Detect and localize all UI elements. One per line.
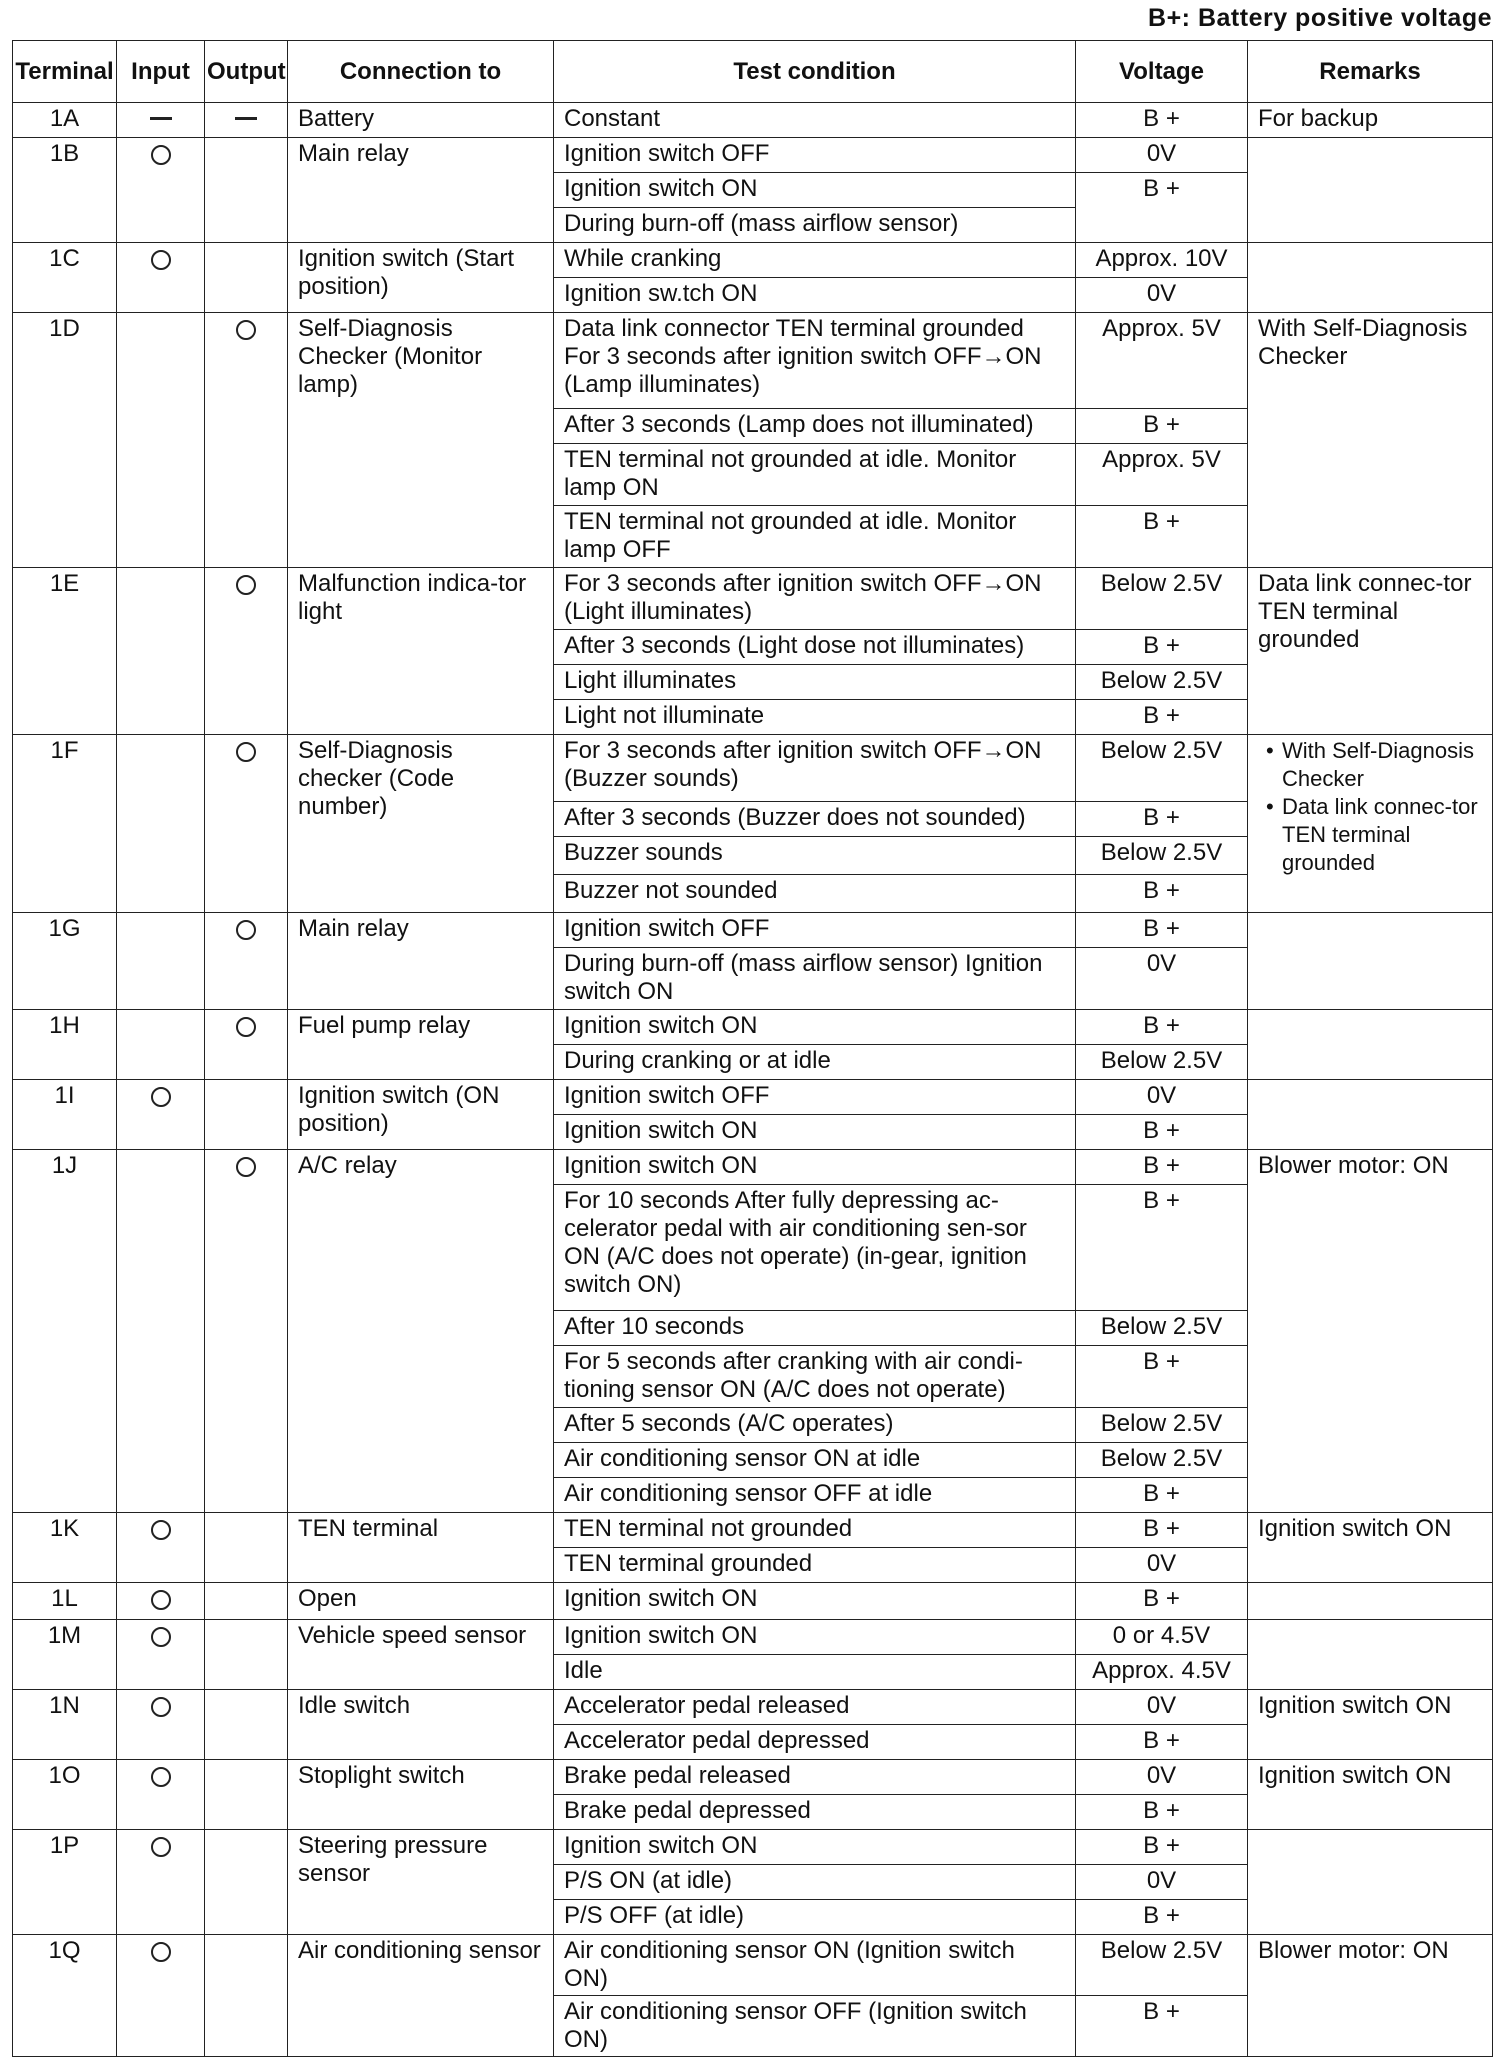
test-condition-cell: Accelerator pedal released bbox=[554, 1690, 1076, 1725]
voltage-cell: B + bbox=[1076, 103, 1248, 138]
test-condition-cell: Constant bbox=[554, 103, 1076, 138]
remarks-cell: Blower motor: ON bbox=[1248, 1150, 1493, 1513]
test-condition-cell: Ignition switch OFF bbox=[554, 913, 1076, 948]
test-condition-cell: For 3 seconds after ignition switch OFF→ON (Light illuminates) bbox=[554, 568, 1076, 630]
output-cell bbox=[205, 1690, 288, 1760]
voltage-cell: B + bbox=[1076, 173, 1248, 243]
voltage-cell: Below 2.5V bbox=[1076, 568, 1248, 630]
test-condition-cell: Buzzer sounds bbox=[554, 837, 1076, 875]
table-row bbox=[13, 1583, 1493, 1620]
output-cell bbox=[205, 313, 288, 568]
connection-cell: Vehicle speed sensor bbox=[288, 1620, 554, 1690]
header-input: Input bbox=[117, 41, 205, 103]
table-row bbox=[13, 568, 1493, 630]
test-condition-cell: P/S ON (at idle) bbox=[554, 1865, 1076, 1900]
remarks-cell: Data link connec-tor TEN terminal grounded bbox=[1248, 568, 1493, 735]
table-row bbox=[13, 243, 1493, 278]
test-condition-cell: Buzzer not sounded bbox=[554, 875, 1076, 913]
table-body bbox=[13, 103, 1493, 2057]
voltage-cell: Below 2.5V bbox=[1076, 1935, 1248, 1996]
output-cell bbox=[205, 1583, 288, 1620]
voltage-cell: Approx. 5V bbox=[1076, 313, 1248, 409]
output-circle-icon bbox=[236, 1017, 256, 1037]
remarks-cell bbox=[1248, 1080, 1493, 1150]
test-condition-cell: Ignition switch ON bbox=[554, 1830, 1076, 1865]
test-condition-cell: Light illuminates bbox=[554, 665, 1076, 700]
connection-cell: Ignition switch (ON position) bbox=[288, 1080, 554, 1150]
input-circle-icon bbox=[151, 1942, 171, 1962]
input-circle-icon bbox=[151, 1590, 171, 1610]
input-cell bbox=[117, 1830, 205, 1935]
terminal-cell: 1E bbox=[13, 568, 117, 735]
connection-cell: Fuel pump relay bbox=[288, 1010, 554, 1080]
test-condition-cell: TEN terminal not grounded bbox=[554, 1513, 1076, 1548]
input-circle-icon bbox=[151, 1627, 171, 1647]
output-cell bbox=[205, 1935, 288, 2057]
test-condition-cell: Data link connector TEN terminal grounded For 3 seconds after ignition switch OFF→ON (Lamp illuminates) bbox=[554, 313, 1076, 409]
voltage-cell: B + bbox=[1076, 630, 1248, 665]
input-cell bbox=[117, 1513, 205, 1583]
voltage-legend: B+: Battery positive voltage bbox=[1148, 4, 1492, 32]
voltage-cell: B + bbox=[1076, 1115, 1248, 1150]
table-row bbox=[13, 1935, 1493, 1996]
connection-cell: TEN terminal bbox=[288, 1513, 554, 1583]
terminal-cell: 1A bbox=[13, 103, 117, 138]
test-condition-cell: After 3 seconds (Buzzer does not sounded) bbox=[554, 802, 1076, 837]
terminal-cell: 1L bbox=[13, 1583, 117, 1620]
test-condition-cell: Air conditioning sensor OFF at idle bbox=[554, 1478, 1076, 1513]
output-cell bbox=[205, 1080, 288, 1150]
output-circle-icon bbox=[236, 920, 256, 940]
header-output: Output bbox=[205, 41, 288, 103]
input-circle-icon bbox=[151, 1837, 171, 1857]
input-circle-icon bbox=[151, 1087, 171, 1107]
table-row bbox=[13, 103, 1493, 138]
connection-cell: Main relay bbox=[288, 913, 554, 1010]
output-circle-icon bbox=[236, 742, 256, 762]
remarks-cell bbox=[1248, 1830, 1493, 1935]
input-cell bbox=[117, 243, 205, 313]
input-circle-icon bbox=[151, 1697, 171, 1717]
remarks-list-item: • With Self-Diagnosis Checker bbox=[1264, 737, 1482, 793]
voltage-cell: B + bbox=[1076, 1513, 1248, 1548]
voltage-cell: B + bbox=[1076, 1996, 1248, 2057]
terminal-cell: 1I bbox=[13, 1080, 117, 1150]
table-row bbox=[13, 138, 1493, 173]
test-condition-cell: Ignition switch ON bbox=[554, 1583, 1076, 1620]
terminal-cell: 1D bbox=[13, 313, 117, 568]
terminal-cell: 1O bbox=[13, 1760, 117, 1830]
output-dash-icon bbox=[235, 117, 257, 120]
terminal-cell: 1Q bbox=[13, 1935, 117, 2057]
voltage-cell: 0V bbox=[1076, 948, 1248, 1010]
remarks-cell: Ignition switch ON bbox=[1248, 1513, 1493, 1583]
remarks-cell: Ignition switch ON bbox=[1248, 1690, 1493, 1760]
test-condition-cell: Ignition switch ON bbox=[554, 1010, 1076, 1045]
terminal-cell: 1H bbox=[13, 1010, 117, 1080]
voltage-cell: 0V bbox=[1076, 1865, 1248, 1900]
table-row bbox=[13, 1690, 1493, 1725]
input-circle-icon bbox=[151, 145, 171, 165]
voltage-cell: 0V bbox=[1076, 278, 1248, 313]
remarks-cell bbox=[1248, 1620, 1493, 1690]
test-condition-cell: Air conditioning sensor ON (Ignition switch ON) bbox=[554, 1935, 1076, 1996]
terminal-cell: 1C bbox=[13, 243, 117, 313]
connection-cell: Stoplight switch bbox=[288, 1760, 554, 1830]
remarks-cell: Blower motor: ON bbox=[1248, 1935, 1493, 2057]
terminal-cell: 1G bbox=[13, 913, 117, 1010]
test-condition-cell: P/S OFF (at idle) bbox=[554, 1900, 1076, 1935]
table-row bbox=[13, 735, 1493, 802]
output-cell bbox=[205, 243, 288, 313]
remarks-list bbox=[1258, 737, 1482, 877]
voltage-cell: 0V bbox=[1076, 1548, 1248, 1583]
output-cell bbox=[205, 568, 288, 735]
test-condition-cell: TEN terminal grounded bbox=[554, 1548, 1076, 1583]
voltage-cell: Below 2.5V bbox=[1076, 1408, 1248, 1443]
remarks-cell: With Self-Diagnosis Checker bbox=[1248, 313, 1493, 568]
connection-cell: Malfunction indica-tor light bbox=[288, 568, 554, 735]
input-cell bbox=[117, 1935, 205, 2057]
remarks-cell: For backup bbox=[1248, 103, 1493, 138]
output-cell bbox=[205, 1760, 288, 1830]
test-condition-cell: Ignition switch OFF bbox=[554, 1080, 1076, 1115]
table-row bbox=[13, 1620, 1493, 1655]
input-cell bbox=[117, 138, 205, 243]
header-remarks: Remarks bbox=[1248, 41, 1493, 103]
test-condition-cell: Ignition switch ON bbox=[554, 1115, 1076, 1150]
voltage-cell: Approx. 10V bbox=[1076, 243, 1248, 278]
output-cell bbox=[205, 1150, 288, 1513]
test-condition-cell: Ignition sw.tch ON bbox=[554, 278, 1076, 313]
test-condition-cell: Brake pedal depressed bbox=[554, 1795, 1076, 1830]
terminal-cell: 1F bbox=[13, 735, 117, 913]
test-condition-cell: Ignition switch ON bbox=[554, 1150, 1076, 1185]
test-condition-cell: During cranking or at idle bbox=[554, 1045, 1076, 1080]
input-circle-icon bbox=[151, 1767, 171, 1787]
connection-cell: Steering pressure sensor bbox=[288, 1830, 554, 1935]
voltage-cell: B + bbox=[1076, 700, 1248, 735]
test-condition-cell: During burn-off (mass airflow sensor) Ignition switch ON bbox=[554, 948, 1076, 1010]
remarks-cell bbox=[1248, 735, 1493, 913]
output-cell bbox=[205, 913, 288, 1010]
input-circle-icon bbox=[151, 1520, 171, 1540]
connection-cell: Idle switch bbox=[288, 1690, 554, 1760]
output-cell bbox=[205, 735, 288, 913]
test-condition-cell: During burn-off (mass airflow sensor) bbox=[554, 208, 1076, 243]
remarks-cell bbox=[1248, 1583, 1493, 1620]
table-row bbox=[13, 1760, 1493, 1795]
header-connection: Connection to bbox=[288, 41, 554, 103]
input-cell bbox=[117, 1583, 205, 1620]
test-condition-cell: After 3 seconds (Light dose not illuminates) bbox=[554, 630, 1076, 665]
header-terminal: Terminal bbox=[13, 41, 117, 103]
connection-cell: Ignition switch (Start position) bbox=[288, 243, 554, 313]
voltage-cell: Below 2.5V bbox=[1076, 837, 1248, 875]
test-condition-cell: Air conditioning sensor ON at idle bbox=[554, 1443, 1076, 1478]
output-cell bbox=[205, 138, 288, 243]
voltage-cell: B + bbox=[1076, 1725, 1248, 1760]
voltage-cell: B + bbox=[1076, 506, 1248, 568]
output-cell bbox=[205, 1830, 288, 1935]
voltage-cell: B + bbox=[1076, 802, 1248, 837]
table-row bbox=[13, 1830, 1493, 1865]
table-row bbox=[13, 1080, 1493, 1115]
terminal-cell: 1M bbox=[13, 1620, 117, 1690]
voltage-cell: Below 2.5V bbox=[1076, 1311, 1248, 1346]
header-row bbox=[13, 41, 1493, 103]
connection-cell: Self-Diagnosis checker (Code number) bbox=[288, 735, 554, 913]
test-condition-cell: Ignition switch OFF bbox=[554, 138, 1076, 173]
test-condition-cell: Brake pedal released bbox=[554, 1760, 1076, 1795]
voltage-cell: B + bbox=[1076, 1478, 1248, 1513]
output-circle-icon bbox=[236, 1157, 256, 1177]
voltage-cell: B + bbox=[1076, 1010, 1248, 1045]
voltage-cell: 0V bbox=[1076, 1760, 1248, 1795]
remarks-cell bbox=[1248, 1010, 1493, 1080]
test-condition-cell: After 10 seconds bbox=[554, 1311, 1076, 1346]
connection-cell: A/C relay bbox=[288, 1150, 554, 1513]
terminal-cell: 1N bbox=[13, 1690, 117, 1760]
voltage-cell: Approx. 4.5V bbox=[1076, 1655, 1248, 1690]
output-cell bbox=[205, 103, 288, 138]
test-condition-cell: Ignition switch ON bbox=[554, 1620, 1076, 1655]
connection-cell: Open bbox=[288, 1583, 554, 1620]
input-cell bbox=[117, 1150, 205, 1513]
output-cell bbox=[205, 1513, 288, 1583]
remarks-list-item: • Data link connec-tor TEN terminal grounded bbox=[1264, 793, 1482, 877]
remarks-cell bbox=[1248, 138, 1493, 243]
test-condition-cell: Idle bbox=[554, 1655, 1076, 1690]
terminal-voltage-table bbox=[12, 40, 1493, 2057]
input-cell bbox=[117, 1760, 205, 1830]
voltage-cell: B + bbox=[1076, 913, 1248, 948]
output-circle-icon bbox=[236, 575, 256, 595]
input-cell bbox=[117, 103, 205, 138]
output-cell bbox=[205, 1010, 288, 1080]
voltage-cell: B + bbox=[1076, 1830, 1248, 1865]
test-condition-cell: For 3 seconds after ignition switch OFF→ON (Buzzer sounds) bbox=[554, 735, 1076, 802]
connection-cell: Battery bbox=[288, 103, 554, 138]
input-cell bbox=[117, 735, 205, 913]
input-cell bbox=[117, 1690, 205, 1760]
test-condition-cell: After 5 seconds (A/C operates) bbox=[554, 1408, 1076, 1443]
voltage-cell: 0V bbox=[1076, 1080, 1248, 1115]
test-condition-cell: TEN terminal not grounded at idle. Monitor lamp OFF bbox=[554, 506, 1076, 568]
terminal-cell: 1P bbox=[13, 1830, 117, 1935]
voltage-cell: B + bbox=[1076, 1583, 1248, 1620]
voltage-cell: 0V bbox=[1076, 1690, 1248, 1725]
test-condition-cell: For 5 seconds after cranking with air condi-tioning sensor ON (A/C does not operate) bbox=[554, 1346, 1076, 1408]
table-row bbox=[13, 1513, 1493, 1548]
remarks-cell: Ignition switch ON bbox=[1248, 1760, 1493, 1830]
table-row bbox=[13, 1010, 1493, 1045]
voltage-cell: Below 2.5V bbox=[1076, 1443, 1248, 1478]
output-cell bbox=[205, 1620, 288, 1690]
input-dash-icon bbox=[150, 117, 172, 120]
table-row bbox=[13, 1150, 1493, 1185]
input-cell bbox=[117, 1080, 205, 1150]
header-voltage: Voltage bbox=[1076, 41, 1248, 103]
input-cell bbox=[117, 568, 205, 735]
header-test-condition: Test condition bbox=[554, 41, 1076, 103]
connection-cell: Air conditioning sensor bbox=[288, 1935, 554, 2057]
voltage-cell: B + bbox=[1076, 1346, 1248, 1408]
voltage-cell: B + bbox=[1076, 1900, 1248, 1935]
table-row bbox=[13, 313, 1493, 409]
table-row bbox=[13, 913, 1493, 948]
input-circle-icon bbox=[151, 250, 171, 270]
voltage-cell: Below 2.5V bbox=[1076, 735, 1248, 802]
test-condition-cell: Air conditioning sensor OFF (Ignition switch ON) bbox=[554, 1996, 1076, 2057]
voltage-cell: Below 2.5V bbox=[1076, 1045, 1248, 1080]
test-condition-cell: For 10 seconds After fully depressing ac-celerator pedal with air conditioning sen-sor ON (A/C does not operate) (in-gear, ignition switch ON) bbox=[554, 1185, 1076, 1311]
test-condition-cell: Light not illuminate bbox=[554, 700, 1076, 735]
connection-cell: Main relay bbox=[288, 138, 554, 243]
voltage-cell: B + bbox=[1076, 1185, 1248, 1311]
connection-cell: Self-Diagnosis Checker (Monitor lamp) bbox=[288, 313, 554, 568]
input-cell bbox=[117, 913, 205, 1010]
test-condition-cell: Ignition switch ON bbox=[554, 173, 1076, 208]
test-condition-cell: Accelerator pedal depressed bbox=[554, 1725, 1076, 1760]
voltage-cell: B + bbox=[1076, 875, 1248, 913]
test-condition-cell: TEN terminal not grounded at idle. Monitor lamp ON bbox=[554, 444, 1076, 506]
voltage-cell: Approx. 5V bbox=[1076, 444, 1248, 506]
test-condition-cell: After 3 seconds (Lamp does not illuminated) bbox=[554, 409, 1076, 444]
voltage-cell: 0 or 4.5V bbox=[1076, 1620, 1248, 1655]
test-condition-cell: While cranking bbox=[554, 243, 1076, 278]
voltage-cell: B + bbox=[1076, 1795, 1248, 1830]
input-cell bbox=[117, 1620, 205, 1690]
voltage-cell: B + bbox=[1076, 409, 1248, 444]
voltage-cell: Below 2.5V bbox=[1076, 665, 1248, 700]
remarks-cell bbox=[1248, 243, 1493, 313]
terminal-cell: 1B bbox=[13, 138, 117, 243]
terminal-cell: 1K bbox=[13, 1513, 117, 1583]
voltage-cell: 0V bbox=[1076, 138, 1248, 173]
terminal-cell: 1J bbox=[13, 1150, 117, 1513]
voltage-cell: B + bbox=[1076, 1150, 1248, 1185]
input-cell bbox=[117, 313, 205, 568]
remarks-cell bbox=[1248, 913, 1493, 1010]
input-cell bbox=[117, 1010, 205, 1080]
output-circle-icon bbox=[236, 320, 256, 340]
